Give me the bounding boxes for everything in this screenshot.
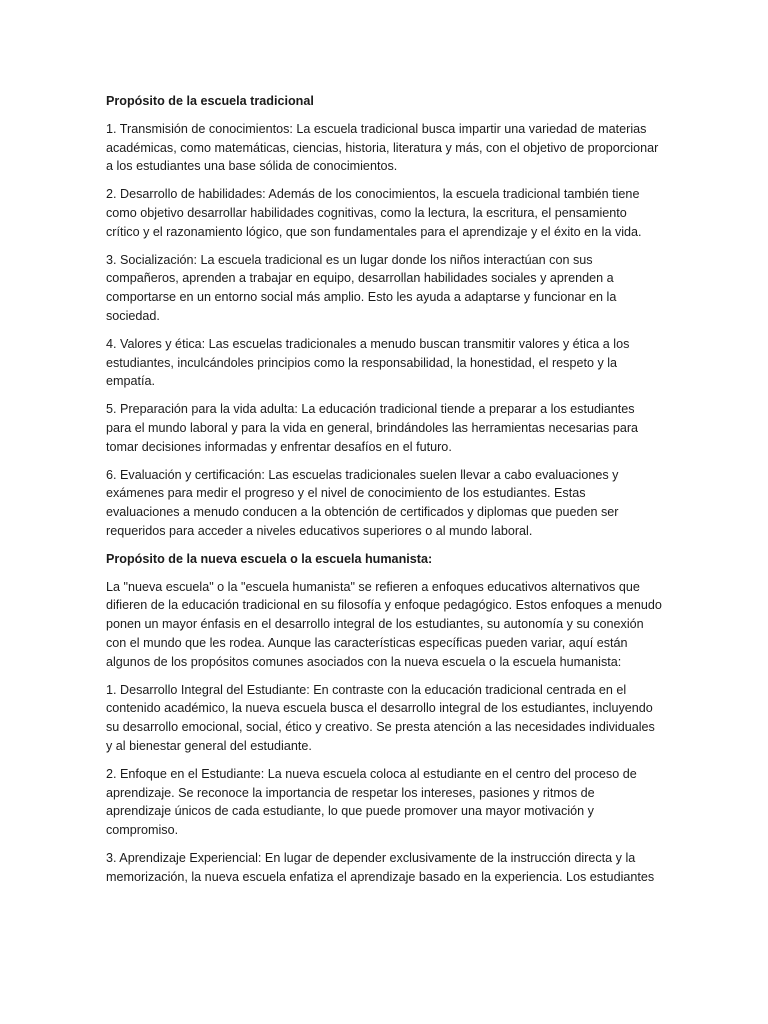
paragraph-socialization: 3. Socialización: La escuela tradicional es un lugar donde los niños interactúan con sus compañeros, aprenden a trabajar en equipo, desarrollan habilidades sociales y aprenden a comportarse en un entorno social más amplio. Esto les ayuda a adaptarse y funcionar en la sociedad. (106, 252, 617, 323)
paragraph-student-focus: 2. Enfoque en el Estudiante: La nueva escuela coloca al estudiante en el centro del proceso de aprendizaje. Se reconoce la importancia de respetar los intereses, pasiones y ritmos de aprendizaje únicos de cada estudiante, lo que puede promover una mayor motivación y compromiso. (106, 766, 637, 838)
paragraph-experiential-learning: 3. Aprendizaje Experiencial: En lugar de depender exclusivamente de la instrucción directa y la memorización, la nueva escuela enfatiza el aprendizaje basado en la experiencia. Los estudiantes (106, 850, 655, 884)
paragraph-skills: 2. Desarrollo de habilidades: Además de los conocimientos, la escuela tradicional también tiene como objetivo desarrollar habilidades cognitivas, como la lectura, la escritura, el pensamiento crítico y el razonamiento lógico, que son fundamentales para el aprendizaje y el éxito en la vida. (106, 187, 642, 239)
paragraph-intro-humanist: La "nueva escuela" o la "escuela humanista" se refieren a enfoques educativos alternativos que difieren de la educación tradicional en su filosofía y enfoque pedagógico. Estos enfoques a menudo ponen un mayor énfasis en el desarrollo integral de los estudiantes, su autonomía y su conexión con el mundo que les rodea. Aunque las características específicas pueden variar, aquí están algunos de los propósitos comunes asociados con la nueva escuela o la escuela humanista: (106, 579, 662, 669)
document-page (106, 92, 662, 895)
paragraph-integral-development: 1. Desarrollo Integral del Estudiante: En contraste con la educación tradicional centrada en el contenido académico, la nueva escuela busca el desarrollo integral de los estudiantes, incluyendo su desarrollo emocional, social, ético y creativo. Se presta atención a las necesidades individuales y al bienestar general del estudiante. (106, 682, 655, 753)
paragraph-values: 4. Valores y ética: Las escuelas tradicionales a menudo buscan transmitir valores y ética a los estudiantes, inculcándoles principios como la responsabilidad, la honestidad, el respeto y la empatía. (106, 336, 630, 389)
section-heading-humanist-school: Propósito de la nueva escuela o la escuela humanista: (106, 551, 433, 566)
paragraph-adult-life: 5. Preparación para la vida adulta: La educación tradicional tiende a preparar a los estudiantes para el mundo laboral y para la vida en general, brindándoles las herramientas necesarias para tomar decisiones informadas y enfrentar desafíos en el futuro. (106, 402, 639, 454)
paragraph-transmission: 1. Transmisión de conocimientos: La escuela tradicional busca impartir una variedad de materias académicas, como matemáticas, ciencias, historia, literatura y más, con el objetivo de proporcionar a los estudiantes una base sólida de conocimientos. (106, 121, 659, 174)
section-heading-traditional-school: Propósito de la escuela tradicional (106, 94, 314, 108)
paragraph-evaluation: 6. Evaluación y certificación: Las escuelas tradicionales suelen llevar a cabo evaluaciones y exámenes para medir el progreso y el nivel de conocimiento de los estudiantes. Estas evaluaciones a menudo conducen a la obtención de certificados y diplomas que pueden ser requeridos para acceder a niveles educativos superiores o al mundo laboral. (106, 467, 619, 538)
